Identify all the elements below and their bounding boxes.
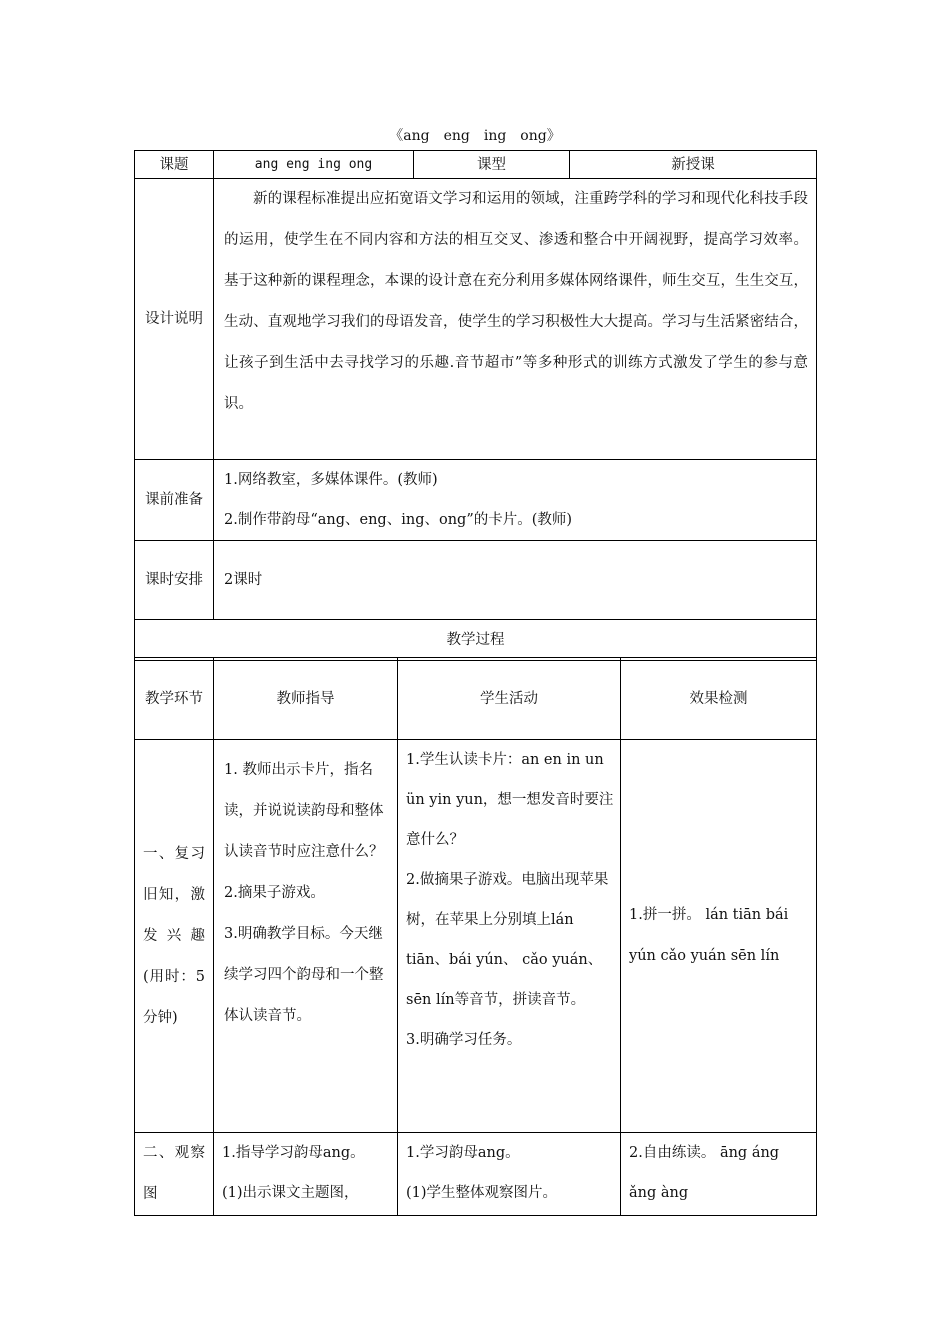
teacher-step: 2.摘果子游戏。 (224, 885, 325, 901)
student-cell (398, 1133, 621, 1216)
design-label: 设计说明 (135, 179, 214, 460)
teacher-step: 3.明确教学目标。今天继续学习四个韵母和一个整体认读音节。 (224, 926, 384, 1024)
teacher-cell (214, 1133, 398, 1216)
col-stage: 教学环节 (135, 658, 214, 740)
schedule-value: 2课时 (214, 541, 817, 620)
col-check: 效果检测 (621, 658, 817, 740)
stage-cell: 二、观察图 (135, 1133, 214, 1216)
student-step: 2.做摘果子游戏。电脑出现苹果树，在苹果上分别填上lán tiān、bái yún、 cǎo yuán、sēn lín等音节，拼读音节。 (406, 872, 609, 1008)
prep-cell (214, 460, 817, 541)
design-text-cell (214, 179, 817, 460)
teacher-step: (1)出示课文主题图， (222, 1185, 359, 1201)
check-cell: 1.拼一拼。 lán tiān bái yún cǎo yuán sēn lín (621, 740, 817, 1133)
student-step: 1.学习韵母ang。 (406, 1145, 520, 1161)
prep-line-2: 2.制作带韵母“ang、eng、ing、ong”的卡片。(教师) (224, 512, 573, 528)
check-cell: 2.自由练读。 āng áng ǎng àng (621, 1133, 817, 1216)
teacher-cell (214, 740, 398, 1133)
lesson-info-table (134, 150, 817, 661)
process-title: 教学过程 (135, 620, 817, 661)
prep-label: 课前准备 (135, 460, 214, 541)
teacher-step: 1. 教师出示卡片，指名读，并说说读韵母和整体认读音节时应注意什么？ (224, 762, 384, 860)
student-step: (1)学生整体观察图片。 (406, 1185, 558, 1201)
student-step: 3.明确学习任务。 (406, 1032, 522, 1048)
topic-value: ang eng ing ong (214, 151, 414, 179)
student-step: 1.学生认读卡片：an en in un ün yin yun，想一想发音时要注意什么？ (406, 752, 614, 848)
teacher-step: 1.指导学习韵母ang。 (222, 1145, 365, 1161)
schedule-label: 课时安排 (135, 541, 214, 620)
col-student: 学生活动 (398, 658, 621, 740)
student-cell (398, 740, 621, 1133)
table-row (135, 740, 817, 1133)
stage-cell: 一、复习旧知，激发兴趣(用时：5分钟) (135, 740, 214, 1133)
design-text: 新的课程标准提出应拓宽语文学习和运用的领域，注重跨学科的学习和现代化科技手段的运用，使学生在不同内容和方法的相互交叉、渗透和整合中开阔视野，提高学习效率。 基于这种新的课程理念，本课的设计意在充分利用多媒体网络课件，师生交互，生生交互，生动、直观地学习我们的母语发音，使学生的学习积极性大大提高。学习与生活紧密结合，让孩子到生活中去寻找学习的乐趣.音节超市”等多种形式的训练方式激发了学生的参与意识。 (224, 191, 808, 412)
process-table (134, 657, 817, 1216)
page-title: 《ang eng ing ong》 (389, 128, 561, 144)
table-row (135, 1133, 817, 1216)
type-value: 新授课 (570, 151, 817, 179)
prep-line-1: 1.网络教室，多媒体课件。(教师) (224, 472, 438, 488)
col-teacher: 教师指导 (214, 658, 398, 740)
topic-label: 课题 (135, 151, 214, 179)
type-label: 课型 (414, 151, 570, 179)
